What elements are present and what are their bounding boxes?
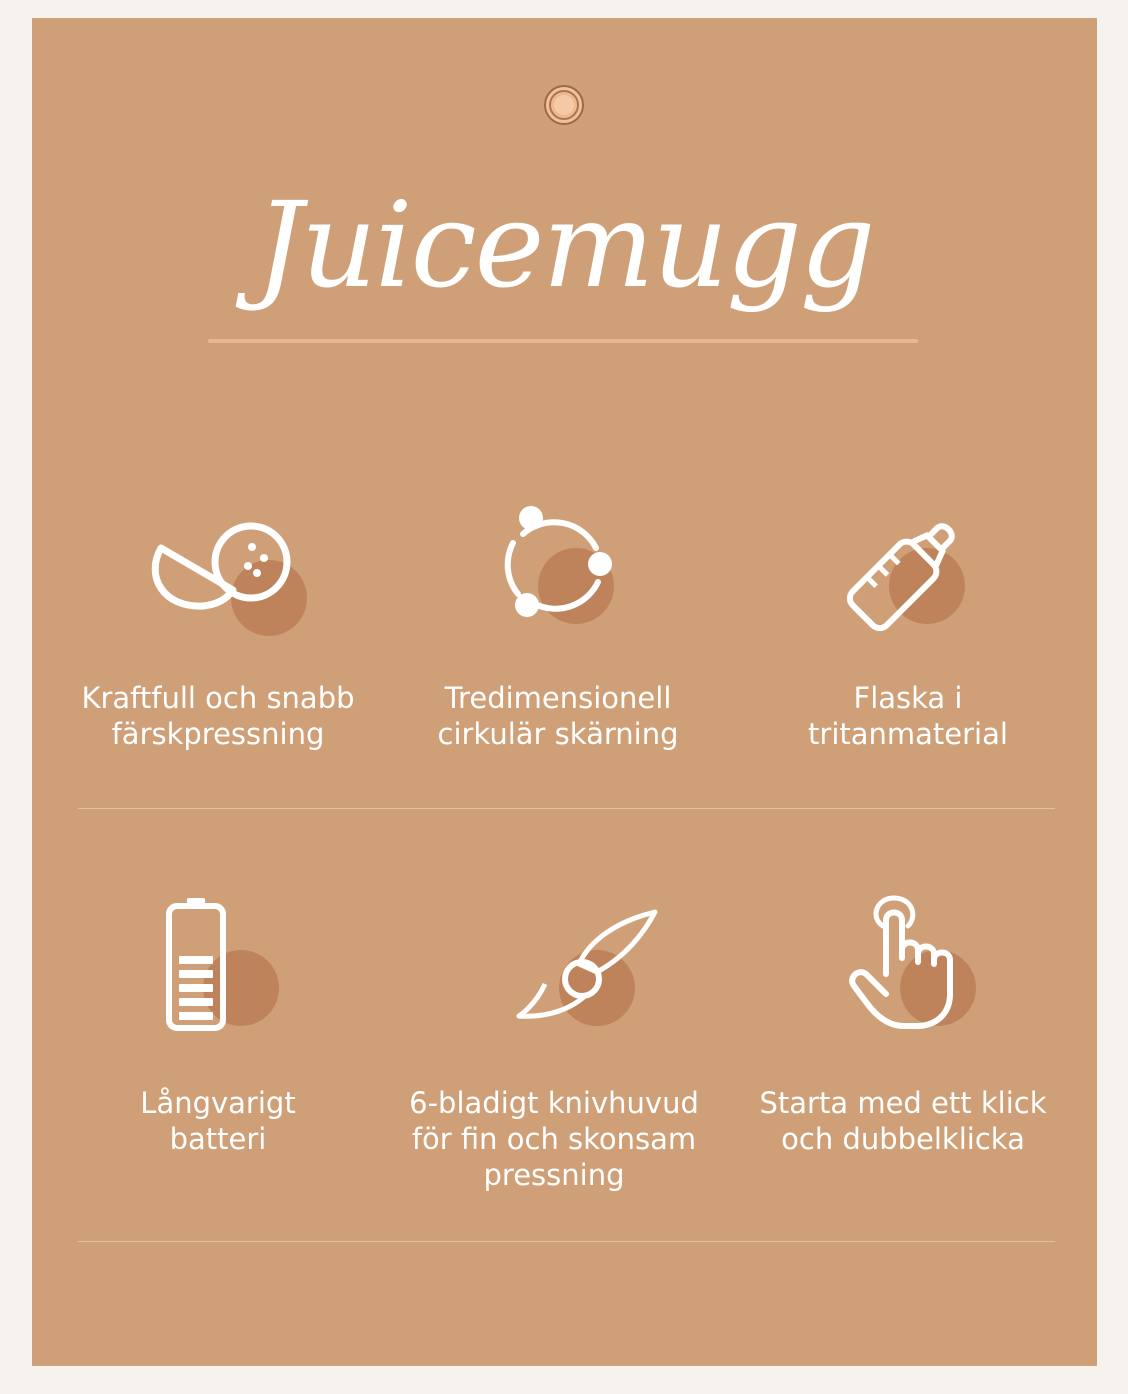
row-divider <box>78 808 1055 809</box>
page-title: Juicemugg <box>255 176 874 314</box>
feature-label: Långvarigt batteri <box>140 1086 296 1156</box>
hang-hole-icon <box>544 85 584 125</box>
feature-label: 6-bladigt knivhuvud för fin och skonsam pressning <box>409 1086 699 1192</box>
feature-label: Flaska i tritanmaterial <box>808 681 1008 751</box>
product-card <box>32 18 1097 1366</box>
blade-icon <box>479 898 629 1038</box>
fruit-icon <box>143 508 293 648</box>
battery-icon <box>143 898 293 1038</box>
circular-rotation-icon <box>483 508 633 648</box>
feature-label: Starta med ett klick och dubbelklicka <box>759 1086 1047 1156</box>
feature-label: Kraftfull och snabb färskpressning <box>81 681 355 751</box>
touch-hand-icon <box>828 898 978 1038</box>
feature-label: Tredimensionell cirkulär skärning <box>437 681 679 751</box>
bottom-divider <box>78 1241 1055 1242</box>
title-underline <box>208 339 918 343</box>
bottle-icon <box>833 508 983 648</box>
